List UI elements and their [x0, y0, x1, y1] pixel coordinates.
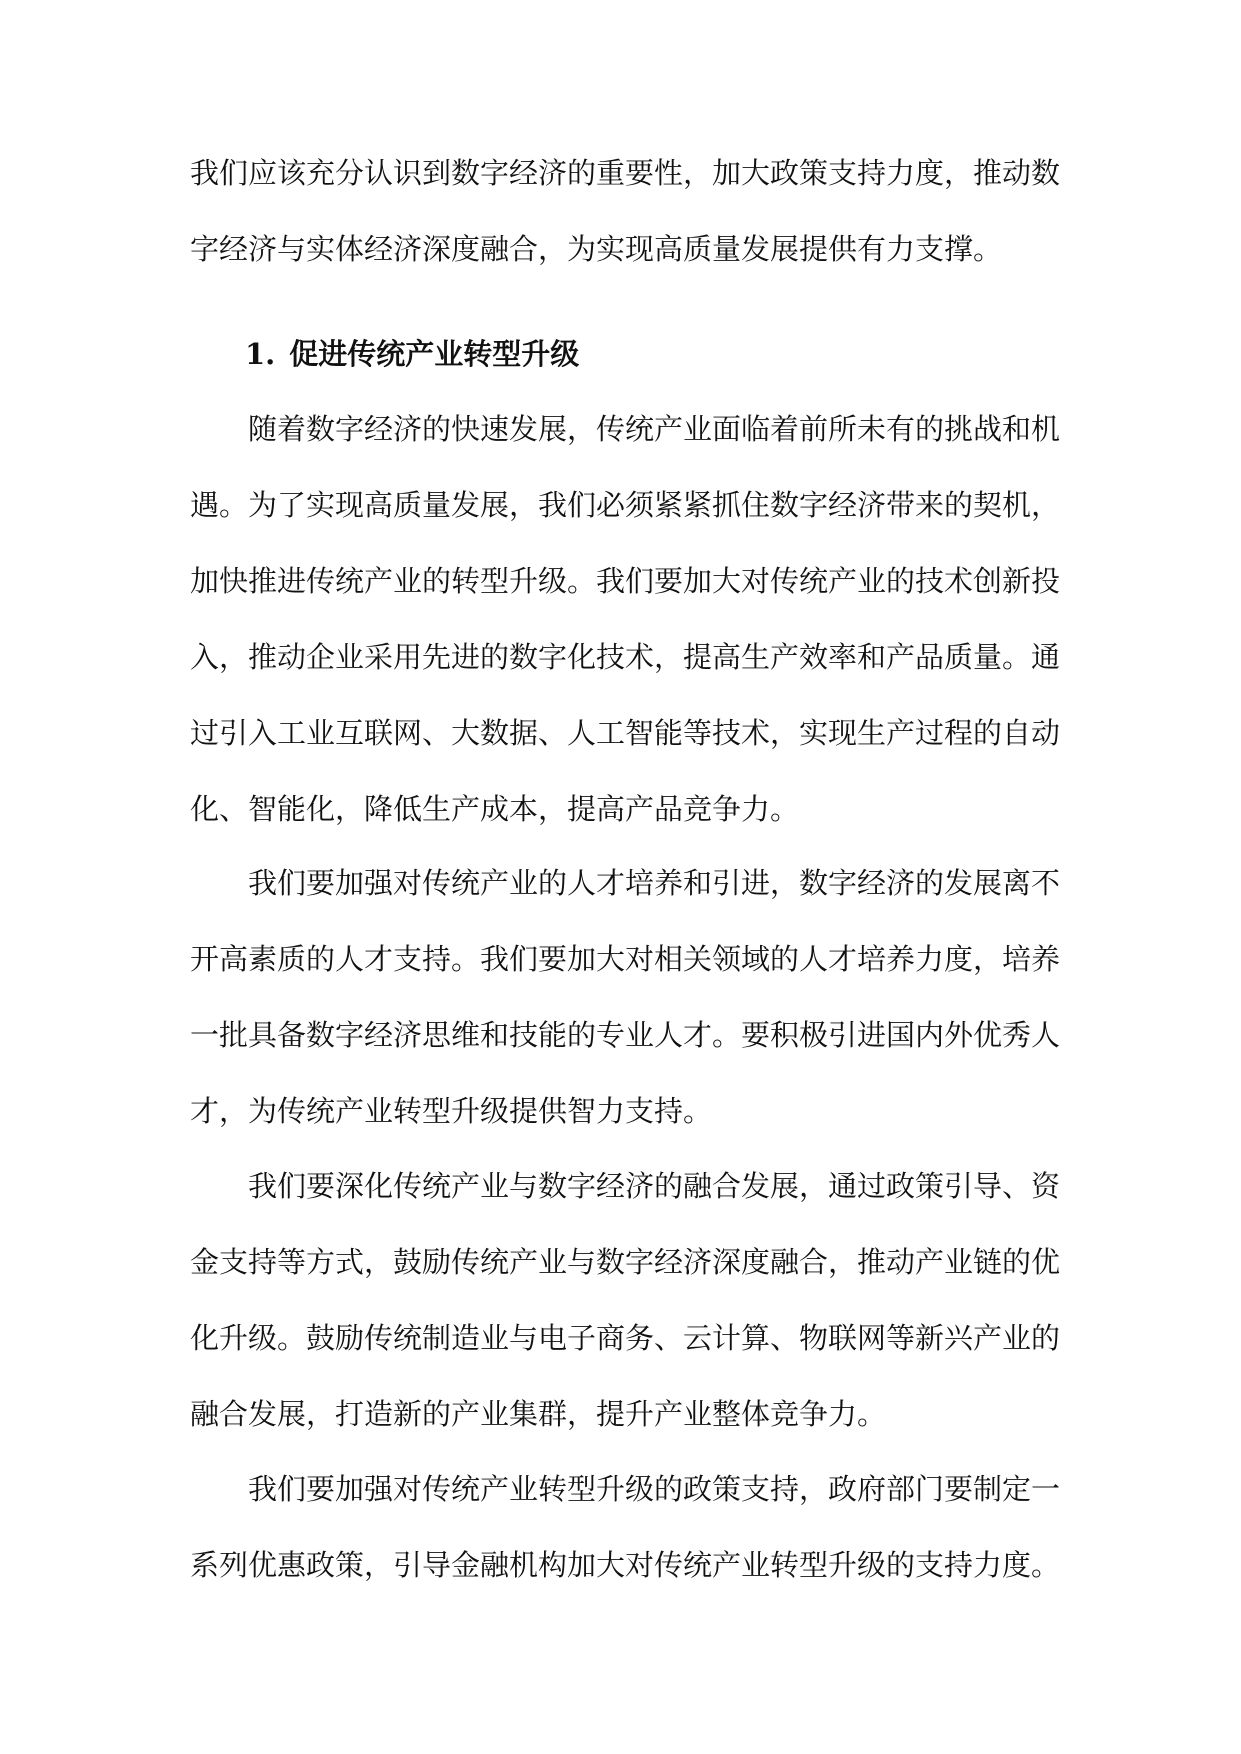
- body-paragraph-2: 我们要加强对传统产业的人才培养和引进，数字经济的发展离不开高素质的人才支持。我们要加大对相关领域的人才培养力度，培养一批具备数字经济思维和技能的专业人才。要积极引进国内外优秀人才，为传统产业转型升级提供智力支持。: [190, 866, 1061, 1128]
- body-paragraph-4: 我们要加强对传统产业转型升级的政策支持，政府部门要制定一系列优惠政策，引导金融机构加大对传统产业转型升级的支持力度。: [190, 1472, 1061, 1582]
- body-paragraph-1: 随着数字经济的快速发展，传统产业面临着前所未有的挑战和机遇。为了实现高质量发展，我们必须紧紧抓住数字经济带来的契机，加快推进传统产业的转型升级。我们要加大对传统产业的技术创新投入，推动企业采用先进的数字化技术，提高生产效率和产品质量。通过引入工业互联网、大数据、人工智能等技术，实现生产过程的自动化、智能化，降低生产成本，提高产品竞争力。: [190, 412, 1061, 826]
- section-number: 1.: [245, 337, 276, 371]
- section-heading: [245, 316, 579, 392]
- section-title: 促进传统产业转型升级: [289, 337, 580, 371]
- body-paragraph-3: 我们要深化传统产业与数字经济的融合发展，通过政策引导、资金支持等方式，鼓励传统产业与数字经济深度融合，推动产业链的优化升级。鼓励传统制造业与电子商务、云计算、物联网等新兴产业的融合发展，打造新的产业集群，提升产业整体竞争力。: [190, 1169, 1061, 1431]
- intro-paragraph: 我们应该充分认识到数字经济的重要性，加大政策支持力度，推动数字经济与实体经济深度融合，为实现高质量发展提供有力支撑。: [190, 156, 1061, 266]
